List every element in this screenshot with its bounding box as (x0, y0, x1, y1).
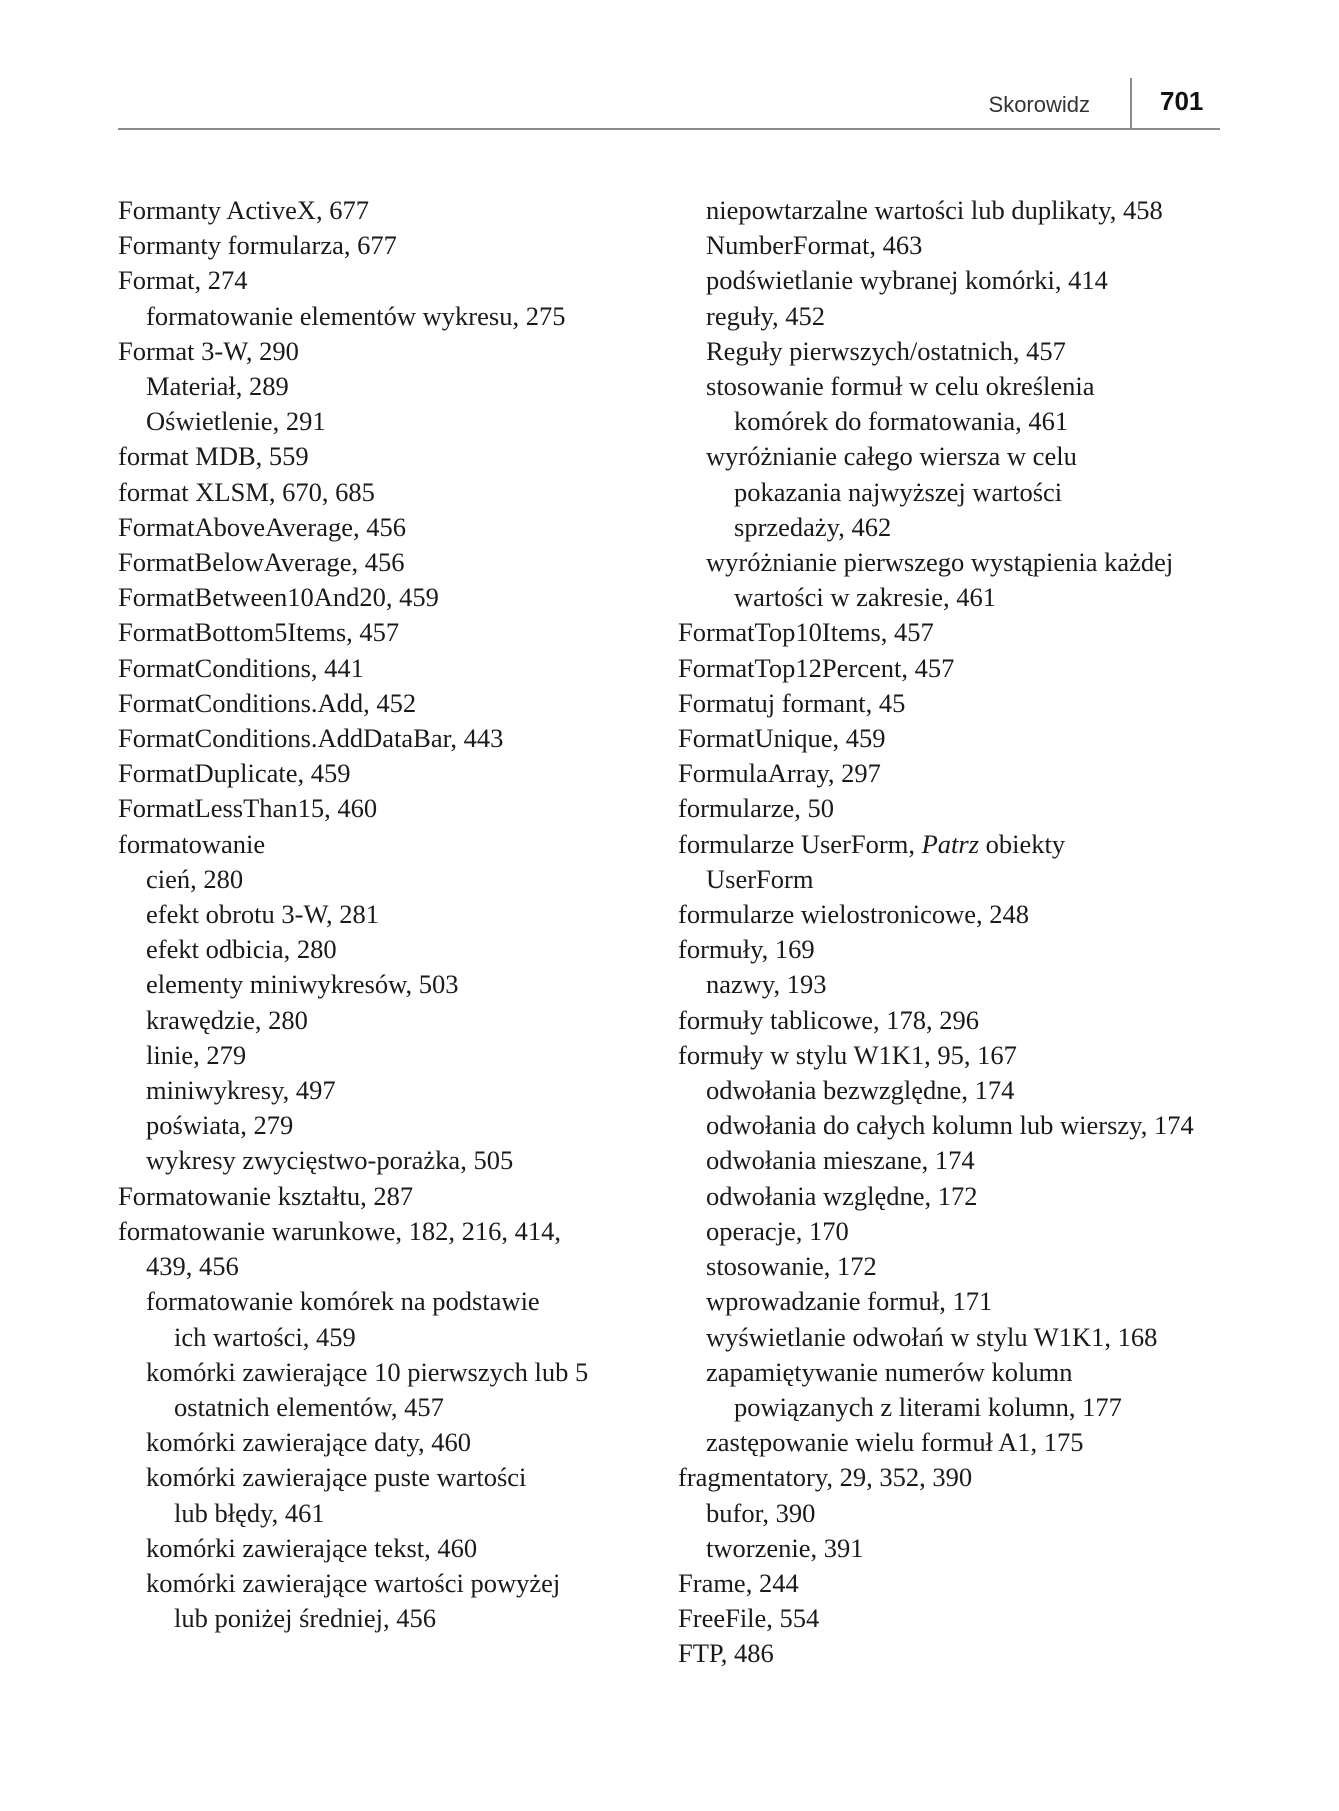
index-entry: 439, 456 (146, 1251, 239, 1282)
index-entry: zapamiętywanie numerów kolumn (706, 1356, 1073, 1387)
index-entry: elementy miniwykresów, 503 (146, 969, 459, 1000)
header-section-title: Skorowidz (988, 92, 1090, 117)
index-entry: wykresy zwycięstwo-porażka, 505 (146, 1145, 514, 1176)
index-entry: stosowanie formuł w celu określenia (706, 371, 1095, 402)
page-number: 701 (1160, 86, 1204, 116)
index-entry: Formatuj formant, 45 (678, 687, 906, 718)
index-entry: odwołania względne, 172 (706, 1180, 978, 1211)
index-entry: FormatTop12Percent, 457 (678, 652, 955, 683)
index-entry: Formatowanie kształtu, 287 (118, 1180, 414, 1211)
index-entry: stosowanie, 172 (706, 1251, 877, 1282)
index-entry: formuły tablicowe, 178, 296 (678, 1004, 980, 1035)
index-entry: FTP, 486 (678, 1638, 774, 1669)
index-entry: format MDB, 559 (118, 441, 309, 472)
index-entry: FormatConditions, 441 (118, 652, 364, 683)
header-divider (1130, 78, 1132, 128)
index-entry: tworzenie, 391 (706, 1532, 864, 1563)
index-entry: ostatnich elementów, 457 (174, 1391, 444, 1422)
index-entry: wartości w zakresie, 461 (734, 582, 996, 613)
index-entry: operacje, 170 (706, 1215, 849, 1246)
index-entry: podświetlanie wybranej komórki, 414 (706, 265, 1108, 296)
index-entry: fragmentatory, 29, 352, 390 (678, 1462, 973, 1493)
index-entry: Materiał, 289 (146, 371, 289, 402)
index-entry: formatowanie (118, 828, 266, 859)
index-entry: odwołania mieszane, 174 (706, 1145, 975, 1176)
index-entry: komórki zawierające puste wartości (146, 1462, 527, 1493)
index-entry: formuły w stylu W1K1, 95, 167 (678, 1039, 1017, 1070)
index-entry: krawędzie, 280 (146, 1004, 308, 1035)
index-entry: wyróżnianie całego wiersza w celu (706, 441, 1077, 472)
index-entry: formularze wielostronicowe, 248 (678, 899, 1030, 930)
index-entry: wprowadzanie formuł, 171 (706, 1286, 993, 1317)
index-entry: lub błędy, 461 (174, 1497, 325, 1528)
index-entry: formuły, 169 (678, 934, 815, 965)
index-entry: Reguły pierwszych/ostatnich, 457 (706, 335, 1066, 366)
index-entry: Formanty ActiveX, 677 (118, 195, 369, 225)
index-entry: FormatLessThan15, 460 (118, 793, 378, 824)
index-entry: sprzedaży, 462 (734, 511, 892, 542)
index-entry: linie, 279 (146, 1039, 247, 1070)
index-entry: cień, 280 (146, 863, 244, 894)
index-entry: Format, 274 (118, 265, 248, 296)
index-entry: komórki zawierające tekst, 460 (146, 1532, 478, 1563)
index-entry: komórek do formatowania, 461 (734, 406, 1069, 437)
index-entry: lub poniżej średniej, 456 (174, 1603, 436, 1634)
index-entry: FormatConditions.Add, 452 (118, 687, 417, 718)
index-entry: Formanty formularza, 677 (118, 230, 397, 261)
index-entry: pokazania najwyższej wartości (734, 476, 1063, 507)
index-entry: FormatDuplicate, 459 (118, 758, 351, 789)
index-entry: formatowanie warunkowe, 182, 216, 414, (118, 1215, 562, 1246)
index-entry: zastępowanie wielu formuł A1, 175 (706, 1427, 1084, 1458)
index-entry: UserForm (706, 863, 814, 894)
index-entry: FormatUnique, 459 (678, 723, 886, 754)
index-entry: FormatBetween10And20, 459 (118, 582, 439, 613)
index-entry: FormatBottom5Items, 457 (118, 617, 400, 648)
index-entry: efekt obrotu 3-W, 281 (146, 899, 380, 930)
index-entry: odwołania bezwzględne, 174 (706, 1075, 1015, 1106)
index-entry: FormulaArray, 297 (678, 758, 881, 789)
running-header (118, 70, 1220, 130)
index-entry: efekt odbicia, 280 (146, 934, 337, 965)
index-entry: komórki zawierające 10 pierwszych lub 5 (146, 1356, 589, 1387)
index-entry: niepowtarzalne wartości lub duplikaty, 458 (706, 195, 1163, 225)
index-entry: Frame, 244 (678, 1567, 799, 1598)
index-entry: nazwy, 193 (706, 969, 827, 1000)
index-entry: komórki zawierające daty, 460 (146, 1427, 471, 1458)
index-entry: Format 3-W, 290 (118, 335, 299, 366)
index-column-left (118, 193, 678, 1636)
index-entry: formularze UserForm, Patrz obiekty (678, 828, 1066, 859)
index-entry: powiązanych z literami kolumn, 177 (734, 1391, 1122, 1422)
index-entry: reguły, 452 (706, 300, 825, 331)
index-entry: poświata, 279 (146, 1110, 294, 1141)
cross-reference-keyword: Patrz (921, 828, 980, 859)
index-column-right (678, 193, 1238, 1672)
index-entry: formatowanie komórek na podstawie (146, 1286, 540, 1317)
index-entry: FormatBelowAverage, 456 (118, 547, 405, 578)
index-entry: NumberFormat, 463 (706, 230, 923, 261)
index-entry: FreeFile, 554 (678, 1603, 820, 1634)
index-entry: miniwykresy, 497 (146, 1075, 336, 1106)
index-entry: wyróżnianie pierwszego wystąpienia każdej (706, 547, 1174, 578)
index-entry: Oświetlenie, 291 (146, 406, 326, 437)
index-entry: FormatTop10Items, 457 (678, 617, 934, 648)
index-entry: komórki zawierające wartości powyżej (146, 1567, 561, 1598)
index-entry: FormatAboveAverage, 456 (118, 511, 406, 542)
index-entry: formularze, 50 (678, 793, 834, 824)
index-entry: ich wartości, 459 (174, 1321, 356, 1352)
index-entry: format XLSM, 670, 685 (118, 476, 375, 507)
index-entry: FormatConditions.AddDataBar, 443 (118, 723, 504, 754)
index-entry: wyświetlanie odwołań w stylu W1K1, 168 (706, 1321, 1158, 1352)
index-entry: bufor, 390 (706, 1497, 816, 1528)
index-entry: formatowanie elementów wykresu, 275 (146, 300, 566, 331)
index-entry: odwołania do całych kolumn lub wierszy, 174 (706, 1110, 1194, 1141)
